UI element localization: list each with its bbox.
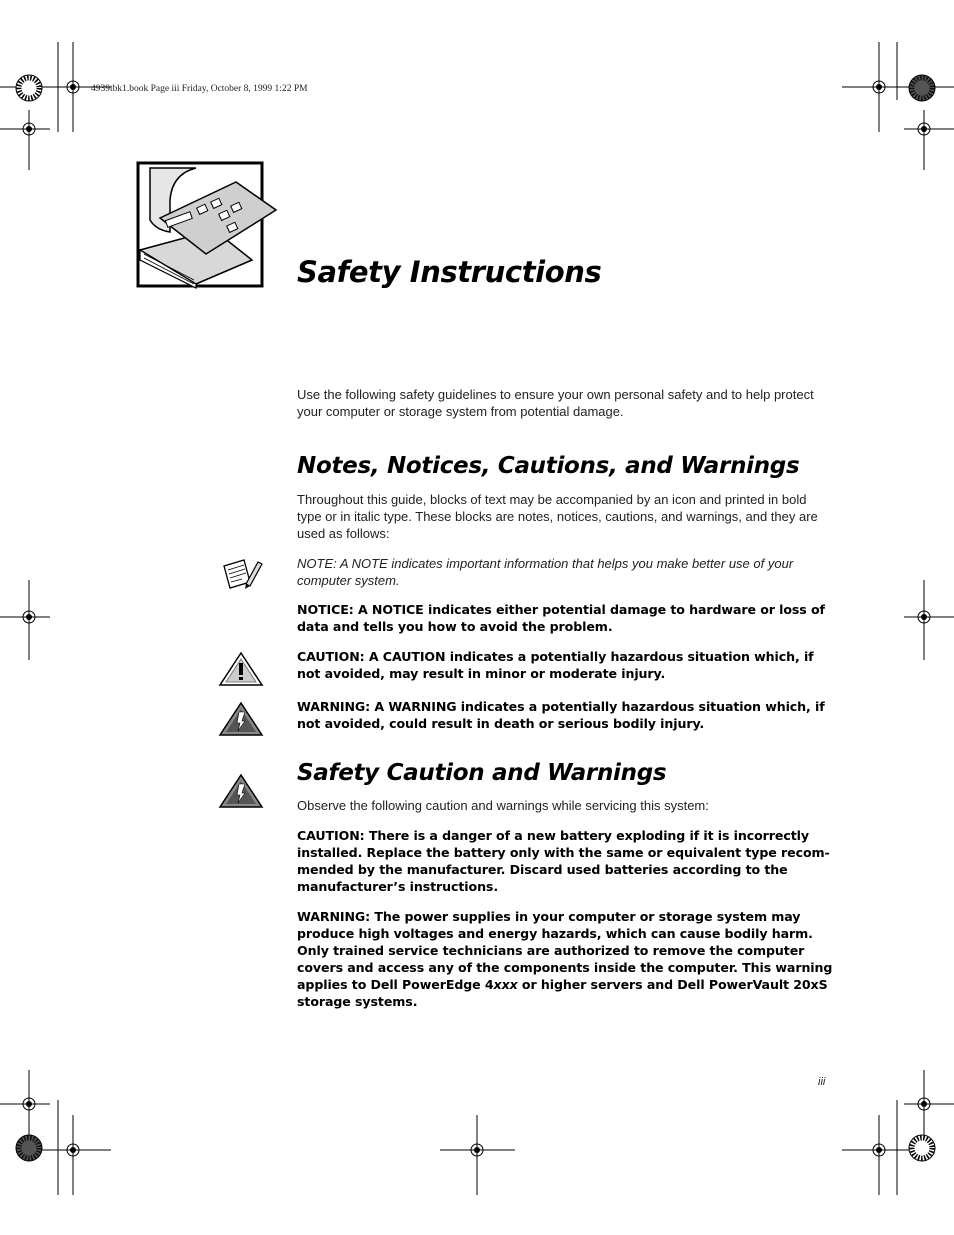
section-heading-notes: Notes, Notices, Cautions, and Warnings bbox=[297, 453, 800, 479]
power-warning-part1: WARNING: The power supplies in your computer or storage system may produce high voltages and energy hazards, which can cause bodily harm. Only trained service technicians are authorized to remove the computer covers and access any of the components inside the computer. This warning applies to Dell PowerEdge 4 bbox=[297, 909, 833, 992]
warning-text: WARNING: A WARNING indicates a potentially hazardous situation which, if not avoided, could result in death or serious bodily injury. bbox=[297, 699, 825, 731]
section-intro-paragraph: Throughout this guide, blocks of text may be accompanied by an icon and printed in bold type or in italic type. These blocks are notes, notices, cautions, and warnings, and they are used as follows: bbox=[297, 492, 818, 541]
caution-triangle-icon bbox=[218, 651, 264, 687]
page-number: iii bbox=[818, 1076, 826, 1088]
book-and-board-icon bbox=[136, 160, 281, 292]
power-warning-text bbox=[297, 908, 837, 1010]
safety-intro-paragraph: Observe the following caution and warnings while servicing this system: bbox=[297, 798, 709, 813]
power-warning-part2: or higher servers and Dell PowerVault 20xS storage systems. bbox=[297, 977, 828, 1009]
intro-paragraph: Use the following safety guidelines to ensure your own personal safety and to help protect your computer or storage system from potential damage. bbox=[297, 387, 814, 419]
power-warning-italic: xxx bbox=[493, 977, 518, 992]
file-meta-header: 4939tbk1.book Page iii Friday, October 8, 1999 1:22 PM bbox=[91, 84, 308, 94]
section-heading-safety: Safety Caution and Warnings bbox=[297, 760, 667, 786]
warning-triangle-icon bbox=[218, 701, 264, 737]
note-text: NOTE: A NOTE indicates important information that helps you make better use of your computer system. bbox=[297, 556, 794, 588]
notice-text: NOTICE: A NOTICE indicates either potential damage to hardware or loss of data and tells you how to avoid the problem. bbox=[297, 602, 825, 634]
pencil-note-icon bbox=[220, 556, 264, 592]
battery-caution-text: CAUTION: There is a danger of a new battery exploding if it is incorrectly installed. Replace the battery only with the same or equivalent type recom-mended by the manufacturer. Discard used batteries according to the manufacturer’s instructions. bbox=[297, 828, 830, 894]
warning-triangle-icon bbox=[218, 773, 264, 809]
page-title: Safety Instructions bbox=[297, 255, 602, 289]
caution-text: CAUTION: A CAUTION indicates a potentially hazardous situation which, if not avoided, may result in minor or moderate injury. bbox=[297, 649, 814, 681]
